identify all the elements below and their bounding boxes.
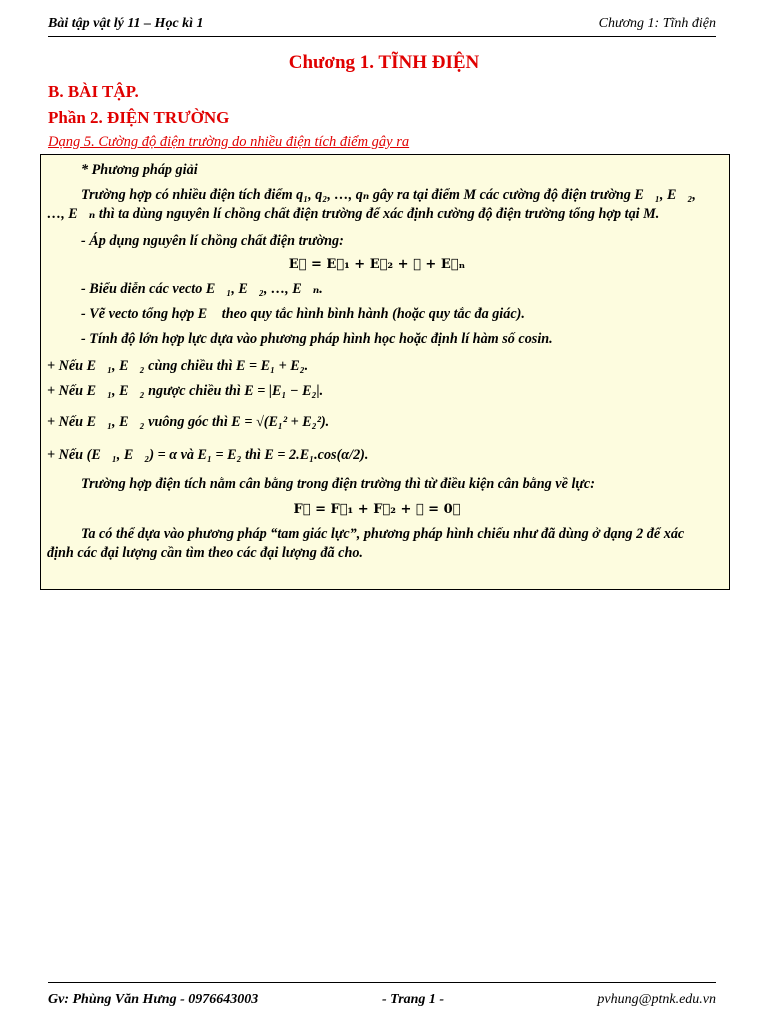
case-perpendicular: + Nếu E⃗₁, E⃗₂ vuông góc thì E = √(E₁² + E₂²). bbox=[47, 414, 330, 430]
footer-teacher: Gv: Phùng Văn Hưng - 0976643003 bbox=[48, 992, 259, 1007]
method-paragraph-1: Trường hợp có nhiều điện tích điểm q₁, q₂, …, qₙ gây ra tại điểm M các cường độ điện trường E⃗₁, E⃗₂, …, E⃗ₙ thì ta dùng nguyên lí chồng chất điện trường để xác định cường độ điện trường tổng hợp tại M. bbox=[47, 187, 696, 222]
case-opposite-direction: + Nếu E⃗₁, E⃗₂ ngược chiều thì E = |E₁ − E₂|. bbox=[47, 383, 324, 399]
case-angle-alpha: + Nếu (E⃗₁, E⃗₂) = α và E₁ = E₂ thì E = 2.E₁.cos(α/2). bbox=[47, 447, 369, 463]
method-step-4: - Tính độ lớn hợp lực dựa vào phương pháp hình học hoặc định lí hàm số cosin. bbox=[81, 331, 553, 347]
method-paragraph-final: Ta có thể dựa vào phương pháp “tam giác lực”, phương pháp hình chiếu như đã dùng ở dạng 2 để xác định các đại lượng cần tìm theo các đại lượng đã cho. bbox=[47, 526, 685, 561]
chapter-title: Chương 1. TĨNH ĐIỆN bbox=[288, 52, 480, 73]
header-left: Bài tập vật lý 11 – Học kì 1 bbox=[48, 16, 204, 31]
footer-email: pvhung@ptnk.edu.vn bbox=[597, 992, 716, 1007]
method-step-3: - Vẽ vecto tổng hợp E⃗ theo quy tắc hình bình hành (hoặc quy tắc đa giác). bbox=[81, 306, 525, 322]
method-step-1: - Áp dụng nguyên lí chồng chất điện trường: bbox=[81, 233, 344, 249]
method-label: * Phương pháp giải bbox=[81, 162, 198, 178]
equilibrium-formula: F⃗ = F⃗₁ + F⃗₂ + ⋯ = 0⃗ bbox=[293, 502, 461, 517]
problem-type-heading: Dạng 5. Cường độ điện trường do nhiều điện tích điểm gây ra bbox=[48, 134, 410, 150]
section-heading: B. BÀI TẬP. bbox=[48, 82, 139, 101]
method-box bbox=[40, 154, 730, 590]
method-step-2: - Biểu diễn các vecto E⃗₁, E⃗₂, …, E⃗ₙ. bbox=[81, 281, 323, 297]
superposition-formula: E⃗ = E⃗₁ + E⃗₂ + ⋯ + E⃗ₙ bbox=[288, 257, 466, 272]
page-footer bbox=[48, 982, 716, 1007]
case-same-direction: + Nếu E⃗₁, E⃗₂ cùng chiều thì E = E₁ + E₂. bbox=[47, 358, 309, 374]
page-header bbox=[48, 14, 716, 37]
footer-page-number: - Trang 1 - bbox=[382, 992, 445, 1007]
part-heading: Phần 2. ĐIỆN TRƯỜNG bbox=[48, 108, 230, 127]
equilibrium-paragraph: Trường hợp điện tích nằm cân bằng trong điện trường thì từ điều kiện cân bằng về lực: bbox=[81, 476, 595, 492]
header-right: Chương 1: Tĩnh điện bbox=[598, 16, 716, 31]
